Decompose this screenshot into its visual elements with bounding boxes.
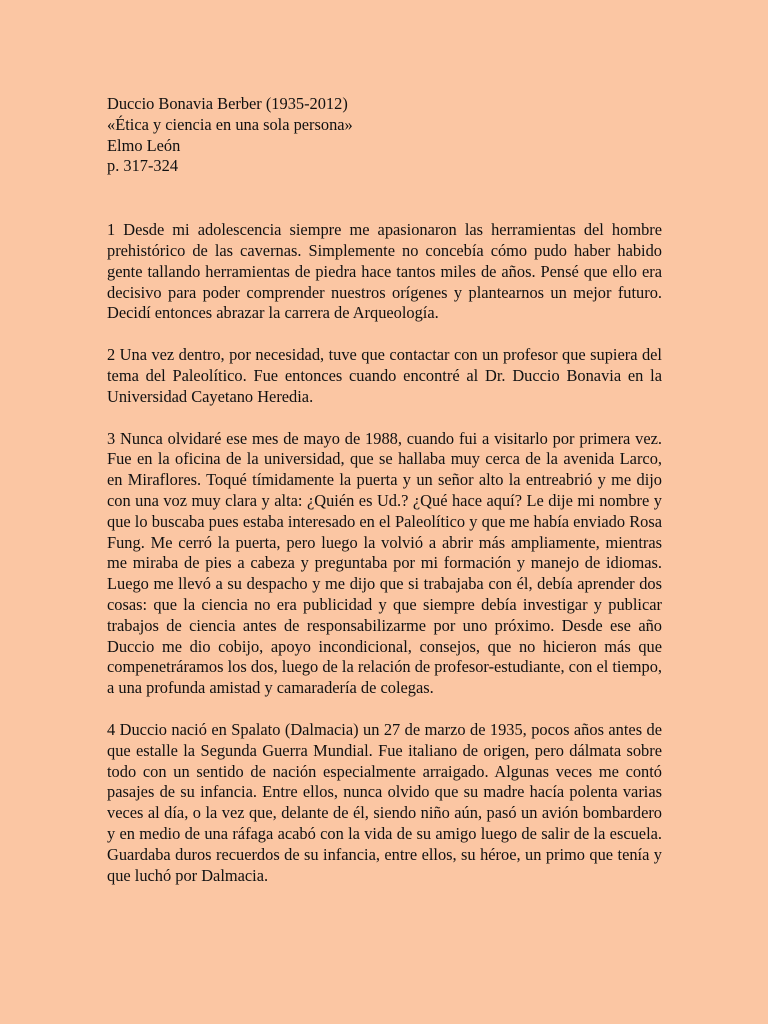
paragraph-3: 3 Nunca olvidaré ese mes de mayo de 1988, cuando fui a visitarlo por primera vez. Fue en la oficina de la universidad, que se hallaba muy cerca de la avenida Larco, en Miraflores. Toqué tímidamente la puerta y un señor alto la entreabrió y me dijo con una voz muy clara y alta: ¿Quién es Ud.? ¿Qué hace aquí? Le dije mi nombre y que lo buscaba pues estaba interesado en el Paleolítico y que me había enviado Rosa Fung. Me cerró la puerta, pero luego la volvió a abrir más ampliamente, mientras me miraba de pies a cabeza y preguntaba por mi formación y manejo de idiomas. Luego me llevó a su despacho y me dijo que si trabajaba con él, debía aprender dos cosas: que la ciencia no era publicidad y que siempre debía investigar y publicar trabajos de ciencia antes de responsabilizarme por uno próximo. Desde ese año Duccio me dio cobijo, apoyo incondicional, consejos, que no hicieron más que compenetráramos los dos, luego de la relación de profesor-estudiante, con el tiempo, a una profunda amistad y camaradería de colegas. — [107, 428, 662, 698]
document-page-range: p. 317-324 — [107, 156, 179, 176]
document-page — [107, 94, 662, 907]
document-author: Elmo León — [107, 135, 181, 155]
document-subtitle: «Ética y ciencia en una sola persona» — [107, 114, 353, 134]
document-header — [107, 94, 662, 177]
document-title: Duccio Bonavia Berber (1935-2012) — [107, 94, 348, 113]
paragraph-2: 2 Una vez dentro, por necesidad, tuve que contactar con un profesor que supiera del tema del Paleolítico. Fue entonces cuando encontré al Dr. Duccio Bonavia en la Universidad Cayetano Heredia. — [107, 345, 662, 406]
paragraph-4: 4 Duccio nació en Spalato (Dalmacia) un 27 de marzo de 1935, pocos años antes de que estalle la Segunda Guerra Mundial. Fue italiano de origen, pero dálmata sobre todo con un sentido de nación especialmente arraigado. Algunas veces me contó pasajes de su infancia. Entre ellos, nunca olvido que su madre hacía polenta varias veces al día, o la vez que, delante de él, siendo niño aún, pasó un avión bombardero y en medio de una ráfaga acabó con la vida de su amigo luego de salir de la escuela. Guardaba duros recuerdos de su infancia, entre ellos, su héroe, un primo que tenía y que luchó por Dalmacia. — [107, 719, 662, 885]
paragraph-1: 1 Desde mi adolescencia siempre me apasionaron las herramientas del hombre prehistórico de las cavernas. Simplemente no concebía cómo pudo haber habido gente tallando herramientas de piedra hace tantos miles de años. Pensé que ello era decisivo para poder comprender nuestros orígenes y plantearnos un mejor futuro. Decidí entonces abrazar la carrera de Arqueología. — [107, 220, 662, 323]
